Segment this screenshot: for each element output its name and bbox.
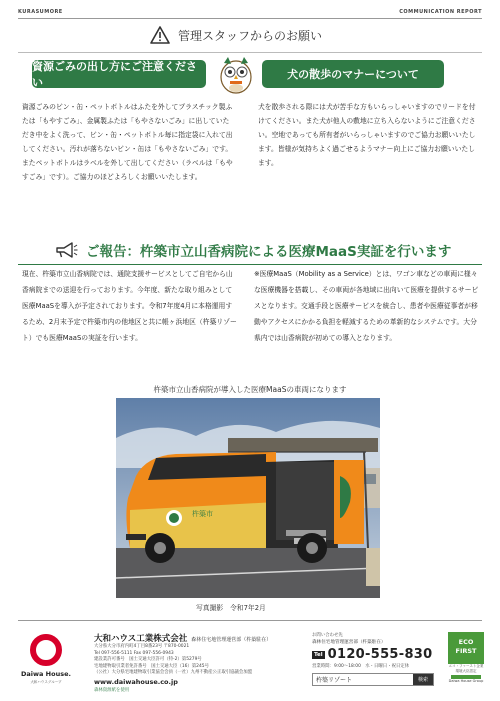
contact-label: お問い合わせ先	[312, 633, 343, 638]
brand-group: 大和ハウスグループ	[30, 680, 62, 684]
search-button[interactable]: 検索	[413, 674, 433, 685]
company-name-row	[94, 632, 304, 644]
recycled-paper-note: 森林資源紙を使用	[94, 687, 130, 693]
association-line: （公社）大分県宅地建物取引業協会会員（一社）九州不動産公正取引協議会加盟	[94, 670, 253, 676]
page-header	[18, 6, 482, 18]
eco-group-caption: Daiwa House Group	[448, 679, 484, 683]
phone-number[interactable]: 0120-555-830	[327, 647, 433, 662]
brand-name: Daiwa House.	[21, 670, 71, 678]
company-dept: 森林住宅地管理運営部（杵築駐在）	[191, 637, 272, 643]
footer-divider	[18, 620, 482, 621]
tel-badge: Tel	[314, 651, 323, 658]
report-text-left: 現在、杵築市立山香病院では、通院支援サービスとしてご自宅から山香病院までの送迎を行っております。今年度、新たな取り組みとして医療MaaSを導入が予定されております。令和7年度4月に本格運用するため、2月末予定で杵築市内の他地区と共に帳ヶ浜地区（杵築リゾート）でも医療MaaSの実証を行います。	[22, 270, 237, 342]
section-label: COMMUNICATION REPORT	[399, 9, 482, 15]
search-input[interactable]	[313, 674, 413, 685]
contact-dept: 森林住宅地管理運営部（杵築駐在）	[312, 640, 386, 645]
daiwa-logo-icon	[30, 634, 62, 666]
dog-walk-text: 犬を散歩される際には犬が苦手な方もいらっしゃいますのでリードを付けてください。また犬が他人の敷地に立ち入らないようにご注意ください。空地であっても所有者がいらっしゃいますのでご協力お願いいたします。皆様が気持ちよく過ごせるようマナー向上にご協力お願いいたします。	[258, 103, 476, 167]
report-divider	[18, 264, 482, 265]
vehicle-photo	[116, 398, 380, 598]
phone-row	[312, 647, 438, 662]
search-box	[312, 673, 434, 686]
daiwa-logo	[16, 632, 76, 692]
report-text-right: ※医療MaaS（Mobility as a Service）とは、ワゴン車などの車両に様々な医療機器を搭載し、その車両が各地域に出向いて医療を提供するサービスとなります。交通手段と医療サービスを統合し、患者や医療従事者が移動やアクセスにかかる負担を軽減するための革新的なシステムです。大分県内では山香病院が初めての導入となります。	[254, 270, 479, 342]
photo-caption: 杵築市立山香病院が導入した医療MaaSの車両になります	[153, 385, 347, 394]
report-title: ご報告：杵築市立山香病院による医療MaaS実証を行います	[86, 244, 452, 260]
notice-heading	[150, 24, 322, 46]
photo-date: 写真撮影 令和7年2月	[196, 604, 266, 612]
warning-icon	[150, 26, 170, 44]
license-line: 建設業許可番号 国土交通大臣許可（特-2）第5279号	[94, 657, 202, 663]
company-info	[94, 632, 304, 693]
vehicle-illustration	[116, 398, 380, 598]
eco-first-badge: ECO FIRST	[448, 632, 484, 664]
business-hours: 営業時間：9:00〜18:00 水・日曜日・祝日定休	[312, 664, 410, 669]
garbage-heading: 資源ごみの出し方にご注意ください	[32, 60, 206, 88]
eco-first-caption: エコ・ファースト企業 環境大臣認定	[448, 664, 487, 673]
contact-box	[312, 632, 438, 686]
address-line: 大分県大分市府内町4丁目8番23号 〒870-0021	[94, 644, 190, 649]
dog-walk-heading: 犬の散歩のマナーについて	[262, 60, 444, 88]
phone-fax-line: Tel 097-556-5111 Fax 097-556-0943	[94, 650, 174, 656]
report-heading	[54, 238, 451, 262]
vehicle-label: 杵築市	[192, 510, 213, 518]
website-link[interactable]: www.daiwahouse.co.jp	[94, 677, 178, 686]
license-line: 宅地建物取引業者免許番号 国土交通大臣（16）第245号	[94, 663, 209, 669]
header-divider	[18, 18, 482, 19]
garbage-text: 資源ごみのビン・缶・ペットボトルはふたを外してプラスチック製ふたは「もやすごみ」、金属製ふたは「もやさないごみ」に出していただき中をよく洗って、ビン・缶・ペットボトル毎に指定袋に入れて出してください。汚れが落ちないビン・缶は「もやさないごみ」です。またペットボトルはラベルを外して出してください（ラベルは「もやすごみ」です）。ご協力のほどよろしくお願いいたします。	[22, 103, 233, 181]
eco-first-mark	[446, 632, 486, 698]
publication-name: KURASUMORE	[18, 9, 63, 15]
notice-title: 管理スタッフからのお願い	[178, 28, 323, 43]
owl-mascot-icon	[216, 53, 256, 95]
company-name: 大和ハウス工業株式会社	[94, 634, 188, 644]
megaphone-icon	[54, 241, 78, 259]
